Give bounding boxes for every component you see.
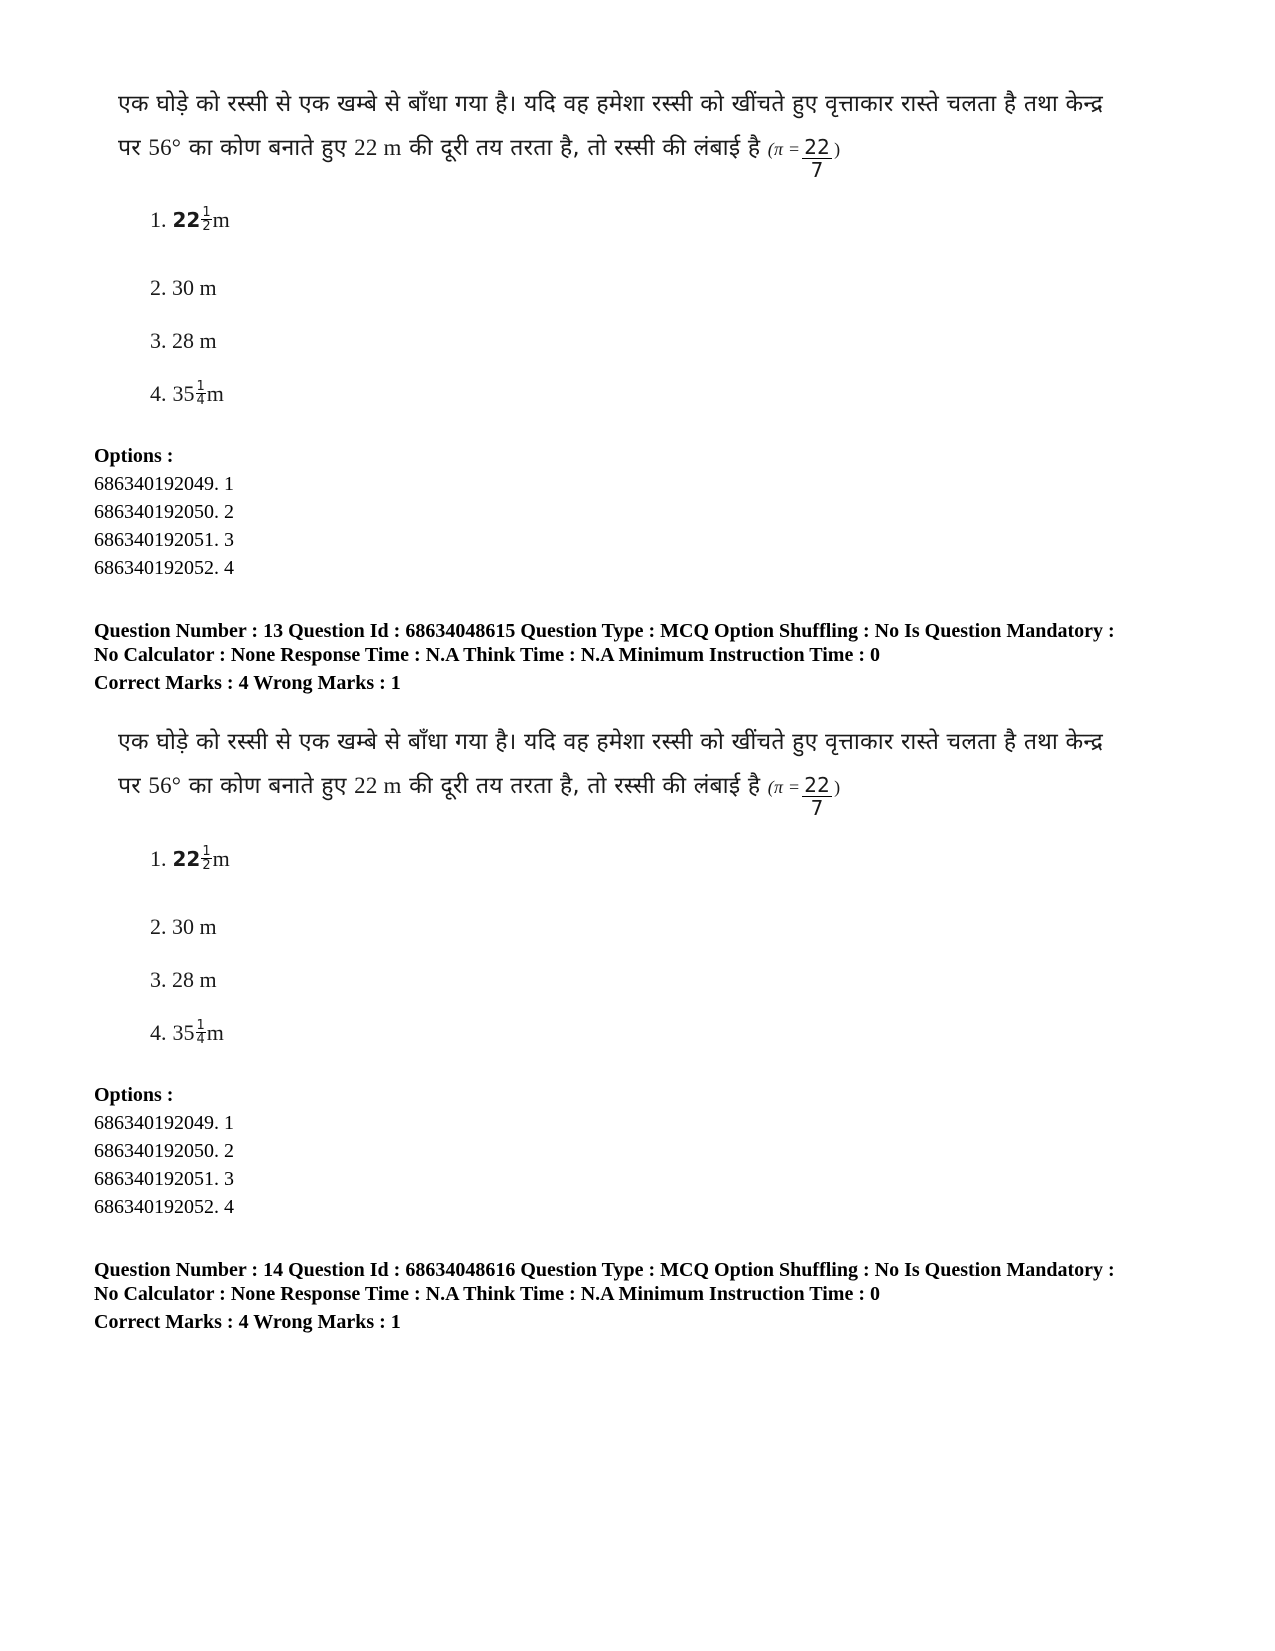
option-2: 2. 30 m — [150, 914, 217, 939]
option-id: 686340192050. 2 — [94, 501, 234, 523]
pi-open: (π = — [767, 139, 801, 159]
option-fraction: $\frac{1}{2}$ — [202, 205, 211, 234]
angle-value: 56° — [148, 135, 182, 160]
pi-fraction: $\frac{22}{7}$ — [804, 773, 831, 820]
options-heading: Options : — [94, 1084, 174, 1106]
option-id: 686340192052. 4 — [94, 557, 234, 579]
angle-value: 56° — [148, 773, 182, 798]
option-4: 4. 35 $\frac{1}{4}$ m — [150, 1018, 224, 1047]
option-fraction: $\frac{1}{4}$ — [196, 379, 205, 408]
question-line-1: एक घोड़े को रस्सी से एक खम्बे से बाँधा गया है। यदि वह हमेशा रस्सी को खींचते हुए वृत्ताकार रास्ते चलता है तथा केन्द्र — [118, 729, 1104, 755]
option-id: 686340192049. 1 — [94, 1112, 234, 1134]
question-text — [118, 720, 1198, 820]
pi-close: ) — [834, 777, 841, 797]
option-3: 3. 28 m — [150, 328, 217, 353]
question-line-2: पर 56° का कोण बनाते हुए 22 m की दूरी तय तरता है, तो रस्सी की लंबाई है (π = $\frac{22}{7}$ ) — [118, 135, 841, 182]
distance-value: 22 m — [354, 773, 402, 798]
option-3: 3. 28 m — [150, 967, 217, 992]
option-1: 1. 22 $\frac{1}{2}$ m — [150, 844, 230, 873]
option-id: 686340192051. 3 — [94, 1168, 234, 1190]
marks-line: Correct Marks : 4 Wrong Marks : 1 — [94, 672, 401, 694]
distance-value: 22 m — [354, 135, 402, 160]
pi-close: ) — [834, 139, 841, 159]
question-header — [94, 619, 1194, 695]
option-fraction: $\frac{1}{4}$ — [196, 1018, 205, 1047]
option-fraction: $\frac{1}{2}$ — [202, 844, 211, 873]
header-line-2: No Calculator : None Response Time : N.A Think Time : N.A Minimum Instruction Time : 0 — [94, 1283, 880, 1305]
option-id: 686340192049. 1 — [94, 473, 234, 495]
option-4: 4. 35 $\frac{1}{4}$ m — [150, 379, 224, 408]
pi-open: (π = — [767, 777, 801, 797]
option-id: 686340192050. 2 — [94, 1140, 234, 1162]
header-line-1: Question Number : 13 Question Id : 68634048615 Question Type : MCQ Option Shuffling : No Is Question Mandatory : — [94, 620, 1115, 642]
question-line-1: एक घोड़े को रस्सी से एक खम्बे से बाँधा गया है। यदि वह हमेशा रस्सी को खींचते हुए वृत्ताकार रास्ते चलता है तथा केन्द्र — [118, 91, 1104, 117]
option-1: 1. 22 $\frac{1}{2}$ m — [150, 205, 230, 234]
options-list — [94, 1081, 234, 1221]
header-line-1: Question Number : 14 Question Id : 68634048616 Question Type : MCQ Option Shuffling : No Is Question Mandatory : — [94, 1259, 1115, 1281]
question-line-2: पर 56° का कोण बनाते हुए 22 m की दूरी तय तरता है, तो रस्सी की लंबाई है (π = $\frac{22}{7}$ ) — [118, 773, 841, 820]
header-line-2: No Calculator : None Response Time : N.A Think Time : N.A Minimum Instruction Time : 0 — [94, 644, 880, 666]
pi-fraction: $\frac{22}{7}$ — [804, 135, 831, 182]
marks-line: Correct Marks : 4 Wrong Marks : 1 — [94, 1311, 401, 1333]
options-list — [94, 442, 234, 582]
question-header — [94, 1258, 1194, 1334]
option-id: 686340192051. 3 — [94, 529, 234, 551]
option-id: 686340192052. 4 — [94, 1196, 234, 1218]
option-2: 2. 30 m — [150, 275, 217, 300]
options-heading: Options : — [94, 445, 174, 467]
question-text — [118, 82, 1198, 182]
